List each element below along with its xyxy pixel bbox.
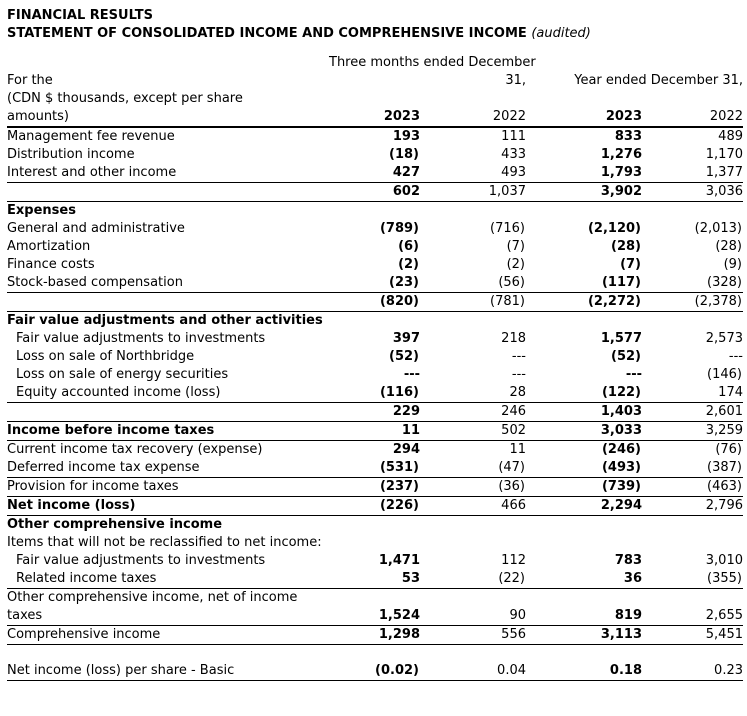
value-year-2022: 2,796 [642, 497, 743, 516]
table-row [7, 534, 743, 552]
row-label: Current income tax recovery (expense) [7, 442, 263, 457]
value-three-months-2022: 28 [420, 384, 526, 403]
value-three-months-2023: 602 [329, 183, 420, 202]
value-three-months-2022 [420, 516, 526, 535]
table-row [7, 384, 743, 403]
value-year-2022: 174 [642, 384, 743, 403]
value-three-months-2022 [420, 202, 526, 221]
row-label: General and administrative [7, 221, 185, 236]
value-year-2022: (387) [642, 459, 743, 478]
table-row [7, 497, 743, 516]
table-row [7, 256, 743, 274]
header-period-row-1 [7, 54, 743, 72]
row-label: Equity accounted income (loss) [7, 384, 329, 403]
value-three-months-2023: 1,298 [329, 626, 420, 645]
row-label: Distribution income [7, 147, 135, 162]
value-three-months-2023 [329, 516, 420, 535]
header-empty-cell [7, 54, 329, 72]
statement-title [7, 25, 742, 43]
value-year-2023: (2,120) [587, 221, 641, 236]
value-three-months-2023: 53 [329, 570, 420, 589]
value-three-months-2023: 11 [329, 422, 420, 441]
value-year-2022: (2,013) [694, 221, 742, 236]
value-three-months-2022: 502 [420, 422, 526, 441]
row-label: Fair value adjustments to investments [16, 331, 266, 346]
table-row [7, 403, 743, 422]
table-row [7, 183, 743, 202]
value-year-2023: (2,272) [526, 293, 642, 312]
value-three-months-2022: --- [511, 367, 526, 382]
value-three-months-2022 [420, 312, 526, 331]
value-three-months-2022: 112 [501, 553, 526, 568]
row-label: Related income taxes [7, 570, 329, 589]
table-row [7, 662, 743, 681]
table-row [7, 645, 743, 662]
value-year-2023: (52) [611, 349, 641, 364]
value-three-months-2022: 0.04 [420, 662, 526, 681]
statement-title-text: STATEMENT OF CONSOLIDATED INCOME AND COMPREHENSIVE INCOME [7, 26, 527, 41]
value-three-months-2022: (36) [420, 478, 526, 497]
value-three-months-2023: 397 [392, 331, 420, 346]
row-label: Finance costs [7, 257, 95, 272]
value-year-2022: 5,451 [642, 626, 743, 645]
table-row [7, 312, 743, 331]
value-three-months-2022: (781) [420, 293, 526, 312]
value-three-months-2023 [329, 202, 420, 221]
value-year-2023: (7) [620, 257, 641, 272]
row-label: Other comprehensive income, net of income taxes [7, 589, 329, 626]
table-row [7, 589, 743, 626]
value-year-2023: 833 [614, 129, 642, 144]
value-three-months-2022: 466 [420, 497, 526, 516]
value-three-months-2023: 1,471 [378, 553, 420, 568]
row-label: Comprehensive income [7, 626, 329, 645]
table-row [7, 422, 743, 441]
value-year-2022: (146) [707, 367, 742, 382]
value-year-2022: 3,259 [642, 422, 743, 441]
row-label [7, 293, 329, 312]
table-row [7, 164, 743, 183]
table-row [7, 238, 743, 256]
value-three-months-2023: (789) [379, 221, 419, 236]
value-three-months-2023: (18) [389, 147, 419, 162]
row-label: Fair value adjustments and other activities [7, 313, 323, 328]
row-label [7, 183, 329, 202]
row-label: Net income (loss) per share - Basic [7, 662, 329, 681]
value-three-months-2022: 90 [420, 589, 526, 626]
table-row [7, 293, 743, 312]
value-year-2023: 3,902 [526, 183, 642, 202]
value-year-2023: 0.18 [526, 662, 642, 681]
value-three-months-2022 [420, 645, 526, 662]
value-year-2023 [526, 645, 642, 662]
table-row [7, 570, 743, 589]
value-three-months-2022: 246 [420, 403, 526, 422]
table-row [7, 348, 743, 366]
table-row [7, 441, 743, 460]
table-row [7, 459, 743, 478]
table-row [7, 146, 743, 164]
value-year-2022 [642, 312, 743, 331]
row-label: Loss on sale of energy securities [16, 367, 229, 382]
value-year-2023: (122) [526, 384, 642, 403]
value-year-2023 [526, 516, 642, 535]
year-header-fy-2023: 2023 [526, 108, 642, 127]
row-label: Fair value adjustments to investments [16, 553, 266, 568]
value-three-months-2023: (531) [329, 459, 420, 478]
value-year-2023 [526, 202, 642, 221]
value-three-months-2022: 218 [501, 331, 526, 346]
row-label: Loss on sale of Northbridge [16, 349, 195, 364]
value-year-2022: 2,655 [642, 589, 743, 626]
value-year-2022: 3,010 [705, 553, 743, 568]
value-three-months-2023: (52) [389, 349, 419, 364]
value-year-2023 [526, 312, 642, 331]
row-label: Interest and other income [7, 164, 329, 183]
value-three-months-2023: (23) [329, 274, 420, 293]
value-three-months-2022: 556 [420, 626, 526, 645]
value-three-months-2023: (6) [398, 239, 419, 254]
value-three-months-2022: 493 [420, 164, 526, 183]
value-three-months-2023 [329, 312, 420, 331]
value-year-2022: (355) [642, 570, 743, 589]
value-year-2022: (9) [723, 257, 742, 272]
period-year-ended: Year ended December 31, [574, 73, 743, 88]
row-label: Income before income taxes [7, 422, 329, 441]
table-row [7, 330, 743, 348]
value-year-2023: 783 [614, 553, 642, 568]
year-header-fy-2022: 2022 [642, 108, 743, 127]
value-year-2022: --- [728, 349, 743, 364]
period-three-months-line2: 31, [505, 73, 526, 88]
row-label: Items that will not be reclassified to net income: [7, 535, 322, 550]
value-three-months-2023: (237) [329, 478, 420, 497]
value-three-months-2023: (116) [329, 384, 420, 403]
value-year-2023: 819 [526, 589, 642, 626]
value-year-2022: 2,573 [705, 331, 743, 346]
value-year-2022 [642, 645, 743, 662]
value-three-months-2022: (2) [506, 257, 525, 272]
table-row [7, 516, 743, 535]
year-header-q-2022: 2022 [420, 108, 526, 127]
value-three-months-2023: (226) [329, 497, 420, 516]
value-year-2022: (2,378) [642, 293, 743, 312]
row-label: Other comprehensive income [7, 517, 223, 532]
table-row [7, 127, 743, 146]
table-row [7, 202, 743, 221]
table-row [7, 274, 743, 293]
value-year-2023 [526, 534, 642, 552]
row-label [7, 645, 329, 662]
value-three-months-2022: 433 [501, 147, 526, 162]
value-year-2022 [642, 202, 743, 221]
value-year-2023: 2,294 [526, 497, 642, 516]
value-three-months-2022: (716) [490, 221, 525, 236]
value-year-2023: 1,793 [526, 164, 642, 183]
value-three-months-2023: (820) [329, 293, 420, 312]
header-empty-cell [526, 54, 743, 72]
value-three-months-2023: 427 [329, 164, 420, 183]
value-three-months-2023: 1,524 [329, 589, 420, 626]
value-three-months-2022: 1,037 [420, 183, 526, 202]
row-label: Amortization [7, 239, 91, 254]
value-three-months-2023: 229 [329, 403, 420, 422]
value-year-2022: 3,036 [642, 183, 743, 202]
value-three-months-2023: --- [403, 367, 420, 382]
row-label: Deferred income tax expense [7, 459, 329, 478]
row-label: Stock-based compensation [7, 274, 329, 293]
value-year-2023: (246) [601, 442, 641, 457]
value-year-2022 [642, 516, 743, 535]
for-the-label: For the [7, 73, 53, 88]
value-three-months-2022: 11 [509, 442, 526, 457]
table-row [7, 552, 743, 570]
year-header-q-2023: 2023 [329, 108, 420, 127]
value-year-2023: 1,276 [600, 147, 642, 162]
value-three-months-2022: --- [511, 349, 526, 364]
value-year-2022: 489 [718, 129, 743, 144]
value-year-2023: (28) [611, 239, 641, 254]
table-body [7, 127, 743, 680]
row-label: Management fee revenue [7, 129, 175, 144]
table-row [7, 478, 743, 497]
value-year-2023: (739) [526, 478, 642, 497]
value-three-months-2022: (56) [420, 274, 526, 293]
value-three-months-2022: (47) [420, 459, 526, 478]
units-label-line1: (CDN $ thousands, except per share [7, 91, 243, 106]
row-label: Provision for income taxes [7, 478, 329, 497]
value-three-months-2023: (0.02) [329, 662, 420, 681]
value-three-months-2022: 111 [501, 129, 526, 144]
value-three-months-2022: (7) [506, 239, 525, 254]
value-year-2022: (76) [715, 442, 742, 457]
value-year-2023: 1,577 [600, 331, 642, 346]
header-period-row-2 [7, 72, 743, 90]
value-three-months-2023: 294 [392, 442, 420, 457]
row-label [7, 403, 329, 422]
table-row [7, 366, 743, 384]
value-three-months-2023: 193 [392, 129, 420, 144]
row-label: Expenses [7, 203, 76, 218]
value-year-2023: (493) [526, 459, 642, 478]
table-row [7, 626, 743, 645]
value-three-months-2022: (22) [420, 570, 526, 589]
table-row [7, 220, 743, 238]
value-year-2023: (117) [526, 274, 642, 293]
value-three-months-2022 [420, 534, 526, 552]
value-year-2022: 1,377 [642, 164, 743, 183]
value-year-2022 [642, 534, 743, 552]
value-year-2023: 3,033 [526, 422, 642, 441]
value-year-2022: 2,601 [642, 403, 743, 422]
audited-note: (audited) [531, 26, 591, 41]
value-three-months-2023 [329, 534, 420, 552]
period-three-months-line1: Three months ended December [329, 55, 536, 70]
value-year-2023: 1,403 [526, 403, 642, 422]
units-label-line2: amounts) [7, 108, 329, 127]
page-title: FINANCIAL RESULTS [7, 8, 153, 23]
value-year-2023: 3,113 [526, 626, 642, 645]
value-year-2022: (463) [642, 478, 743, 497]
header-years-row [7, 108, 743, 127]
value-year-2023: 36 [526, 570, 642, 589]
row-label: Net income (loss) [7, 497, 329, 516]
value-year-2022: 1,170 [705, 147, 743, 162]
value-year-2023: --- [625, 367, 642, 382]
income-statement-table [7, 54, 743, 681]
value-three-months-2023 [329, 645, 420, 662]
header-units-row [7, 90, 743, 108]
value-year-2022: (28) [715, 239, 742, 254]
value-year-2022: (328) [642, 274, 743, 293]
value-three-months-2023: (2) [398, 257, 419, 272]
value-year-2022: 0.23 [642, 662, 743, 681]
